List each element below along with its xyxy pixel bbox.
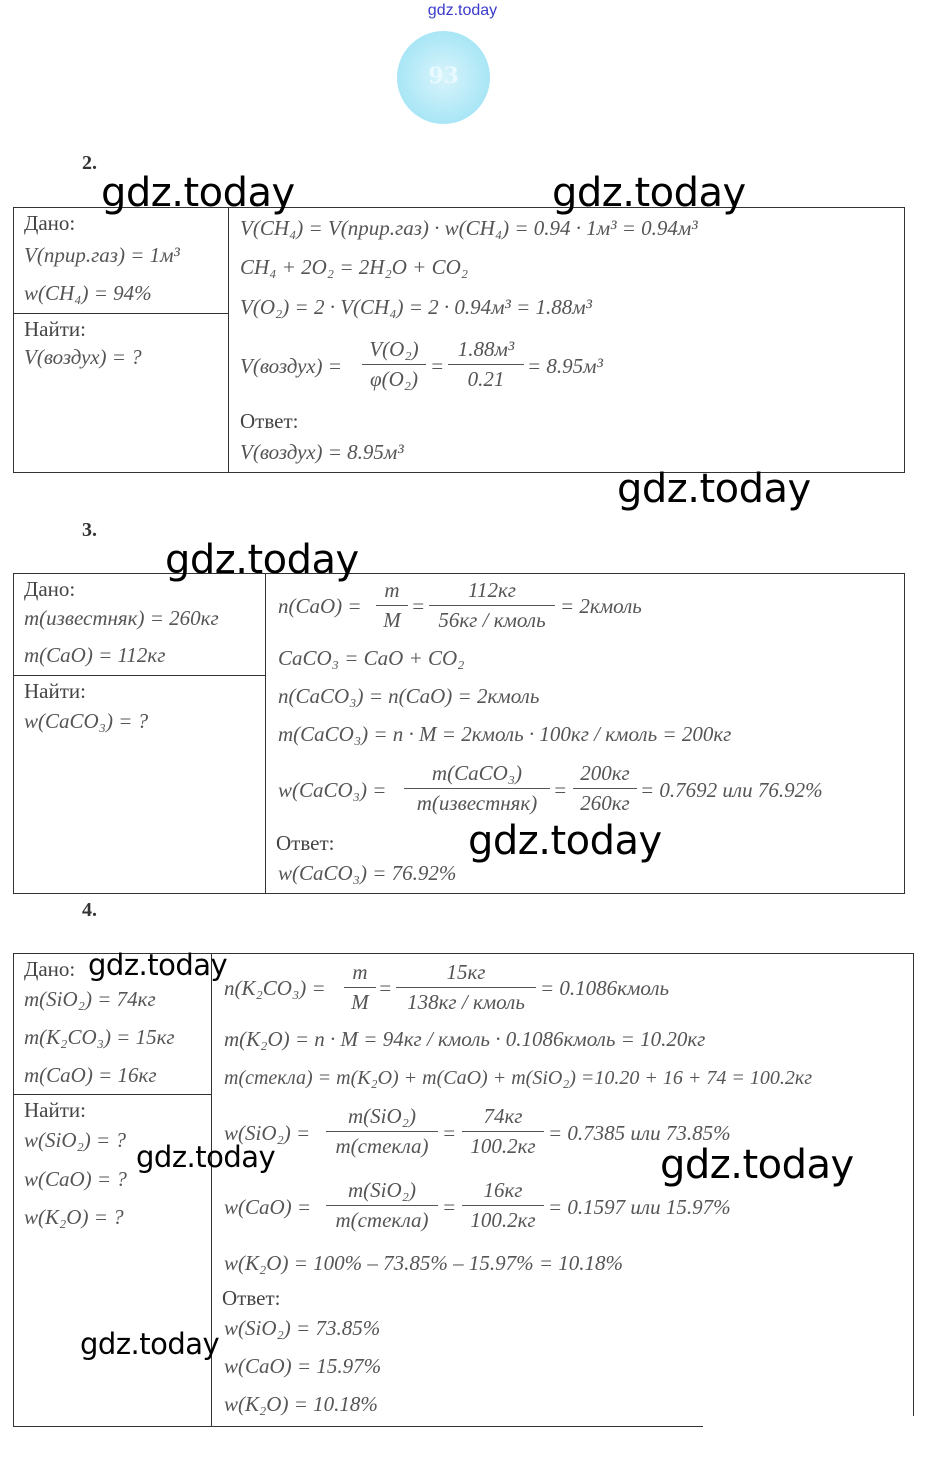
page-number: 93 <box>428 63 459 89</box>
fraction-numerator: 112кг <box>468 578 516 602</box>
answer-item: w(SiO₂) = 73.85% <box>224 1316 381 1340</box>
equals-sign: = <box>378 976 393 1000</box>
fraction-bar <box>462 1205 544 1206</box>
fraction-numerator: m(SiO₂) <box>348 1178 416 1202</box>
find-item: V(воздух) = ? <box>24 345 142 369</box>
solution-line: m(стекла) = m(K₂O) + m(CaO) + m(SiO₂) =10.20 + 16 + 74 = 100.2кг <box>224 1067 813 1089</box>
solution-line: n(CaCO₃) = n(CaO) = 2кмоль <box>278 684 540 708</box>
fraction-denominator: 260кг <box>580 791 630 815</box>
fraction-denominator: m(стекла) <box>335 1134 429 1158</box>
fraction-numerator: m(SiO₂) <box>348 1104 416 1128</box>
formula-result: = 0.7692 или 76.92% <box>640 778 823 802</box>
fraction-numerator: m(CaCO₃) <box>431 761 523 785</box>
fraction-numerator: m <box>352 960 368 984</box>
fraction <box>326 1104 438 1159</box>
fraction-denominator: 100.2кг <box>470 1134 536 1158</box>
find-item: w(CaCO₃) = ? <box>24 709 149 733</box>
answer-item: w(K₂O) = 10.18% <box>224 1392 378 1416</box>
formula-result: = 0.1086кмоль <box>540 976 670 1000</box>
fraction-bar <box>376 605 408 606</box>
fraction <box>429 578 555 633</box>
fraction-bar <box>344 987 376 988</box>
watermark: gdz.today <box>165 537 359 583</box>
formula-lhs: w(SiO₂) = <box>224 1121 311 1145</box>
fraction-denominator: m(стекла) <box>335 1208 429 1232</box>
fraction <box>462 1104 544 1159</box>
fraction-denominator: M <box>383 608 401 632</box>
fraction-numerator: V(O₂) <box>369 337 419 361</box>
page-number-badge <box>397 31 490 124</box>
answer-item: w(CaCO₃) = 76.92% <box>278 861 457 885</box>
given-label: Дано: <box>24 577 76 601</box>
equals-sign: = <box>430 354 445 378</box>
fraction-numerator: 15кг <box>446 960 486 984</box>
fraction-bar <box>448 364 524 365</box>
fraction-bar <box>462 1131 544 1132</box>
fraction-bar <box>362 364 426 365</box>
find-label: Найти: <box>24 317 86 341</box>
fraction-bar <box>326 1131 438 1132</box>
given-item: m(известняк) = 260кг <box>24 606 219 630</box>
answer-label: Ответ: <box>222 1286 281 1310</box>
fraction <box>376 578 408 633</box>
find-item: w(K₂O) = ? <box>24 1205 124 1229</box>
fraction-denominator: 100.2кг <box>470 1208 536 1232</box>
fraction-bar <box>396 987 536 988</box>
divider <box>13 1094 211 1095</box>
given-label: Дано: <box>24 957 76 981</box>
fraction-denominator: φ(O₂) <box>369 367 419 391</box>
watermark: gdz.today <box>101 170 295 216</box>
fraction-numerator: 16кг <box>483 1178 523 1202</box>
fraction <box>404 761 550 816</box>
find-item: w(CaO) = ? <box>24 1167 127 1191</box>
watermark: gdz.today <box>88 948 228 982</box>
formula-result: = 8.95м³ <box>527 354 603 378</box>
find-label: Найти: <box>24 679 86 703</box>
site-name: gdz.today <box>427 2 498 19</box>
fraction-bar <box>573 788 637 789</box>
fraction-numerator: m <box>384 578 400 602</box>
fraction-denominator: m(известняк) <box>416 791 538 815</box>
given-label: Дано: <box>24 211 76 235</box>
divider <box>13 675 265 676</box>
answer-label: Ответ: <box>276 831 335 855</box>
answer-label: Ответ: <box>240 409 299 433</box>
formula-result: = 2кмоль <box>560 594 642 618</box>
problem-number: 3. <box>82 519 97 541</box>
problem-number: 2. <box>82 152 97 174</box>
fraction <box>326 1178 438 1233</box>
equals-sign: = <box>442 1121 457 1145</box>
solution-line: m(CaCO₃) = n · M = 2кмоль · 100кг / кмоль = 200кг <box>278 722 732 746</box>
divider <box>13 313 228 314</box>
solution-line: V(CH₄) = V(прир.газ) · w(CH₄) = 0.94 · 1м³ = 0.94м³ <box>240 216 698 240</box>
fraction-bar <box>326 1205 438 1206</box>
formula-result: = 0.1597 или 15.97% <box>548 1195 731 1219</box>
equals-sign: = <box>442 1195 457 1219</box>
formula-lhs: V(воздух) = <box>240 354 342 378</box>
problem-number: 4. <box>82 899 97 921</box>
fraction-denominator: 56кг / кмоль <box>438 608 546 632</box>
solution-line: CaCO₃ = CaO + CO₂ <box>278 646 465 670</box>
given-item: m(SiO₂) = 74кг <box>24 987 156 1011</box>
solution-line: w(K₂O) = 100% – 73.85% – 15.97% = 10.18% <box>224 1251 624 1275</box>
given-item: m(CaO) = 112кг <box>24 643 166 667</box>
given-item: V(прир.газ) = 1м³ <box>24 243 180 267</box>
fraction <box>462 1178 544 1233</box>
fraction <box>448 337 524 392</box>
fraction-denominator: M <box>351 990 369 1014</box>
solution-line: V(O₂) = 2 · V(CH₄) = 2 · 0.94м³ = 1.88м³ <box>240 295 592 319</box>
given-item: m(K₂CO₃) = 15кг <box>24 1025 175 1049</box>
answer-item: w(CaO) = 15.97% <box>224 1354 382 1378</box>
formula-lhs: w(CaCO₃) = <box>278 778 387 802</box>
divider <box>228 207 229 472</box>
formula-lhs: w(CaO) = <box>224 1195 312 1219</box>
fraction <box>573 761 637 816</box>
formula-lhs: n(K₂CO₃) = <box>224 976 326 1000</box>
find-item: w(SiO₂) = ? <box>24 1128 126 1152</box>
equals-sign: = <box>553 778 568 802</box>
watermark: gdz.today <box>660 1142 854 1188</box>
divider <box>13 953 14 1426</box>
divider <box>913 953 914 1416</box>
fraction <box>396 960 536 1015</box>
divider <box>265 573 266 893</box>
solution-line: CH₄ + 2O₂ = 2H₂O + CO₂ <box>240 255 469 279</box>
formula-lhs: n(CaO) = <box>278 594 362 618</box>
answer-item: V(воздух) = 8.95м³ <box>240 440 404 464</box>
fraction-denominator: 138кг / кмоль <box>407 990 525 1014</box>
watermark: gdz.today <box>136 1140 276 1174</box>
watermark: gdz.today <box>80 1327 220 1361</box>
watermark: gdz.today <box>468 818 662 864</box>
fraction-denominator: 0.21 <box>467 367 505 391</box>
formula-result: = 0.7385 или 73.85% <box>548 1121 731 1145</box>
fraction <box>362 337 426 392</box>
fraction <box>344 960 376 1015</box>
fraction-numerator: 1.88м³ <box>457 337 515 361</box>
watermark: gdz.today <box>552 170 746 216</box>
find-label: Найти: <box>24 1098 86 1122</box>
fraction-bar <box>429 605 555 606</box>
equals-sign: = <box>411 594 426 618</box>
watermark: gdz.today <box>617 466 811 512</box>
given-item: w(CH₄) = 94% <box>24 281 152 305</box>
divider <box>13 1426 703 1427</box>
fraction-numerator: 200кг <box>580 761 630 785</box>
solution-line: m(K₂O) = n · M = 94кг / кмоль · 0.1086кмоль = 10.20кг <box>224 1027 706 1051</box>
fraction-bar <box>404 788 550 789</box>
fraction-numerator: 74кг <box>483 1104 523 1128</box>
given-item: m(CaO) = 16кг <box>24 1063 157 1087</box>
